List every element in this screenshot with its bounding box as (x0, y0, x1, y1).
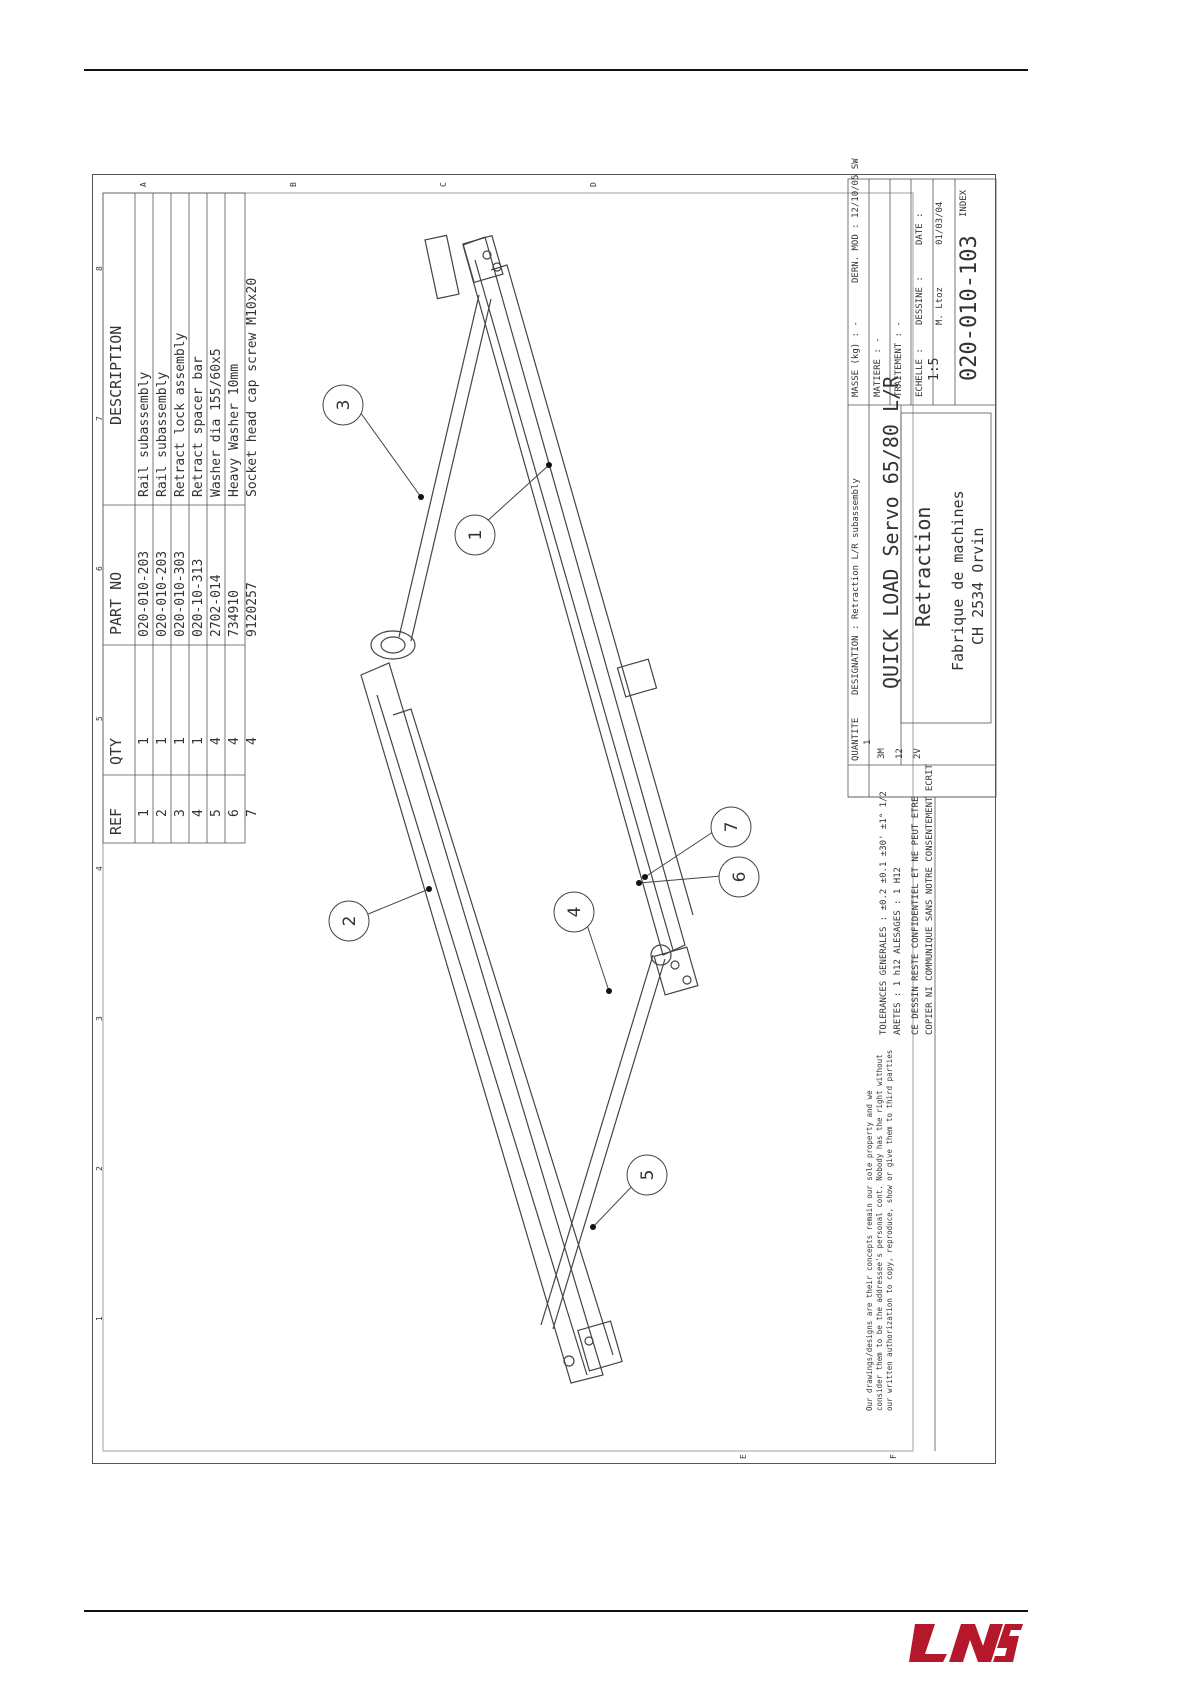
lns-logo (905, 1620, 1025, 1664)
grid-number-3: 3 (95, 1016, 104, 1021)
bom-row-1-ref: 1 (137, 809, 152, 817)
rail-2-shape (361, 663, 603, 1383)
rail-1-bracket-mid (617, 659, 656, 697)
balloon-2 (329, 901, 369, 941)
balloon-2-label: 2 (340, 915, 360, 927)
rail-1-inner (475, 260, 673, 950)
tb-quantite: QUANTITE (851, 717, 861, 761)
bom-row-6-desc: Heavy Washer 10mm (227, 363, 242, 497)
lns-logo-mark (909, 1624, 1023, 1662)
grid-letter-f: F (889, 1454, 898, 1459)
bom-row-6-qty: 4 (227, 737, 242, 745)
bom-header-qty: QTY (107, 737, 125, 765)
tb-echelle: 1:5 (927, 357, 942, 381)
tb-date-label: DATE : (915, 212, 925, 245)
bom-row-4-part: 020-10-313 (191, 558, 206, 637)
grid-number-5: 5 (95, 716, 104, 721)
leader-dot-6 (636, 880, 642, 886)
tb-quantite-value: 1 (863, 739, 873, 745)
rail-2-flange (393, 709, 613, 1355)
tb-index-label: INDEX (959, 189, 969, 217)
grid-letter-b: B (289, 182, 298, 187)
grid-number-2: 2 (95, 1166, 104, 1171)
tb-masse: MASSE (kg) : - (851, 321, 861, 397)
foot-bracket-top (425, 235, 459, 298)
balloon-1-label: 1 (466, 529, 486, 541)
bom-row-2-ref: 2 (155, 809, 170, 817)
bom-row-6-part: 734910 (227, 590, 242, 637)
leader-dot-4 (606, 988, 612, 994)
tb-matiere: MATIERE : - (873, 337, 883, 397)
rail-1-bracket-bottom (654, 947, 698, 995)
bom-row-7-part: 9120257 (245, 582, 260, 637)
bom-row-2-desc: Rail subassembly (155, 371, 170, 497)
foot-bolt (564, 1356, 574, 1366)
bom-row-1-part: 020-010-203 (137, 550, 152, 637)
tb-confidential-en-2: consider them to be the addressee's personal cont. Nobody has the right without (875, 1054, 884, 1411)
leader-dot-2 (426, 886, 432, 892)
tb-designation: DESIGNATION : Retraction L/R subassembly (851, 478, 861, 695)
grid-number-4: 4 (95, 866, 104, 871)
tb-side-code-1: 3M (877, 748, 887, 759)
balloon-1 (455, 515, 495, 555)
tb-confidential-fr-1: CE DESSIN RESTE CONFIDENTIEL ET NE PEUT ETRE (911, 796, 921, 1035)
tb-dessine: M. Ltoz (935, 287, 945, 325)
tb-echelle-label: ECHELLE : (915, 348, 925, 397)
grid-letter-e: E (739, 1454, 748, 1459)
rail-1-bolt (683, 976, 691, 984)
bom-row-4-qty: 1 (191, 737, 206, 745)
grid-letter-a: A (139, 182, 148, 187)
leader-5 (593, 1181, 637, 1227)
tb-dessine-label: DESSINE : (915, 276, 925, 325)
tb-confidential-en-1: Our drawings/designs are their concepts remain our sole property and we (865, 1090, 874, 1411)
tb-confidential-en-3: our written authorization to copy, reproduce, show or give them to third parties (885, 1049, 894, 1411)
bom-row-5-qty: 4 (209, 737, 224, 745)
tb-title-line1: QUICK LOAD Servo 65/80 L/R (879, 375, 903, 689)
balloon-5-label: 5 (638, 1169, 658, 1181)
leader-2 (361, 889, 429, 917)
grid-letter-c: C (439, 182, 448, 187)
tb-confidential-fr-2: COPIER NI COMMUNIQUE SANS NOTRE CONSENTEMENT ECRIT (925, 764, 935, 1035)
balloon-3 (323, 385, 363, 425)
bom-row-7-ref: 7 (245, 809, 260, 817)
tb-title-line2: Retraction (911, 506, 935, 627)
bom-row-3-ref: 3 (173, 809, 188, 817)
bom-row-1-qty: 1 (137, 737, 152, 745)
tb-traitement: TRAITEMENT : - (894, 321, 904, 397)
rail-1-bracket-top (463, 236, 503, 283)
bom-row-3-qty: 1 (173, 737, 188, 745)
balloon-7-label: 7 (722, 821, 742, 833)
leader-dot-7 (642, 874, 648, 880)
bom-row-6-ref: 6 (227, 809, 242, 817)
balloon-4-label: 4 (565, 906, 585, 918)
retract-lock-cap (381, 637, 405, 653)
bom-header-description: DESCRIPTION (107, 325, 125, 425)
grid-letter-d: D (589, 182, 598, 187)
bom-header-part-no: PART NO (107, 571, 125, 635)
balloon-6 (719, 857, 759, 897)
leader-dot-5 (590, 1224, 596, 1230)
bom-row-1-desc: Rail subassembly (137, 371, 152, 497)
balloon-3-label: 3 (334, 399, 354, 411)
tb-side-code-2: 12 (895, 748, 905, 759)
balloon-5 (627, 1155, 667, 1195)
tb-tolerances-1: TOLERANCES GENERALES : ±0.2 ±0.1 ±30' ±1° 1/2 (879, 791, 889, 1035)
leader-dot-3 (418, 494, 424, 500)
leader-3 (355, 405, 421, 497)
balloon-4 (554, 892, 594, 932)
bom-row-4-desc: Retract spacer bar (191, 356, 206, 497)
bom-row-2-part: 020-010-203 (155, 550, 170, 637)
drawing-sheet (92, 158, 996, 1464)
rail-2-inner (377, 695, 587, 1375)
tb-drawing-number: 020-010-103 (957, 235, 982, 381)
tb-maker-line1: Fabrique de machines (949, 490, 967, 671)
balloon-7 (711, 807, 751, 847)
bom-row-5-ref: 5 (209, 809, 224, 817)
bom-row-7-desc: Socket head cap screw M10x20 (245, 277, 260, 497)
rail-1-shape (463, 237, 685, 955)
spacer-bar-edge (553, 959, 665, 1329)
bom-row-3-part: 020-010-303 (173, 550, 188, 637)
tb-dern-mod: DERN. MOD : 12/10/05 SW (851, 158, 861, 283)
grid-number-1: 1 (95, 1316, 104, 1321)
tb-maker-line2: CH 2534 Orvin (969, 527, 987, 645)
spacer-bar-edge (541, 955, 653, 1325)
bom-row-4-ref: 4 (191, 809, 206, 817)
bottom-rule (84, 1610, 1028, 1612)
bom-row-5-part: 2702-014 (209, 574, 224, 637)
leader-4 (584, 916, 609, 991)
lns-logo-text: LNS (965, 1660, 967, 1661)
tb-tolerances-2: ARETES : 1 h12 ALESAGES : 1 H12 (893, 867, 903, 1035)
grid-number-6: 6 (95, 566, 104, 571)
balloon-6-label: 6 (730, 871, 750, 883)
rail-1-bolt (671, 961, 679, 969)
tb-side-code-3: 2V (913, 748, 923, 759)
tb-date: 01/03/04 (935, 201, 945, 245)
bom-row-7-qty: 4 (245, 737, 260, 745)
leader-dot-1 (546, 462, 552, 468)
inner-frame (103, 193, 913, 1451)
retract-lock-body (371, 631, 415, 659)
lock-bar-edge (399, 295, 479, 637)
top-rule (84, 69, 1028, 71)
rail-1-flange (491, 265, 693, 915)
grid-number-8: 8 (95, 266, 104, 271)
bom-row-5-desc: Washer dia 155/60x5 (209, 348, 224, 497)
grid-number-7: 7 (95, 416, 104, 421)
lock-bar-edge (411, 299, 491, 641)
bom-row-3-desc: Retract lock assembly (173, 332, 188, 497)
foot-bolt (585, 1337, 593, 1345)
bom-header-ref: REF (107, 807, 125, 835)
bom-row-2-qty: 1 (155, 737, 170, 745)
